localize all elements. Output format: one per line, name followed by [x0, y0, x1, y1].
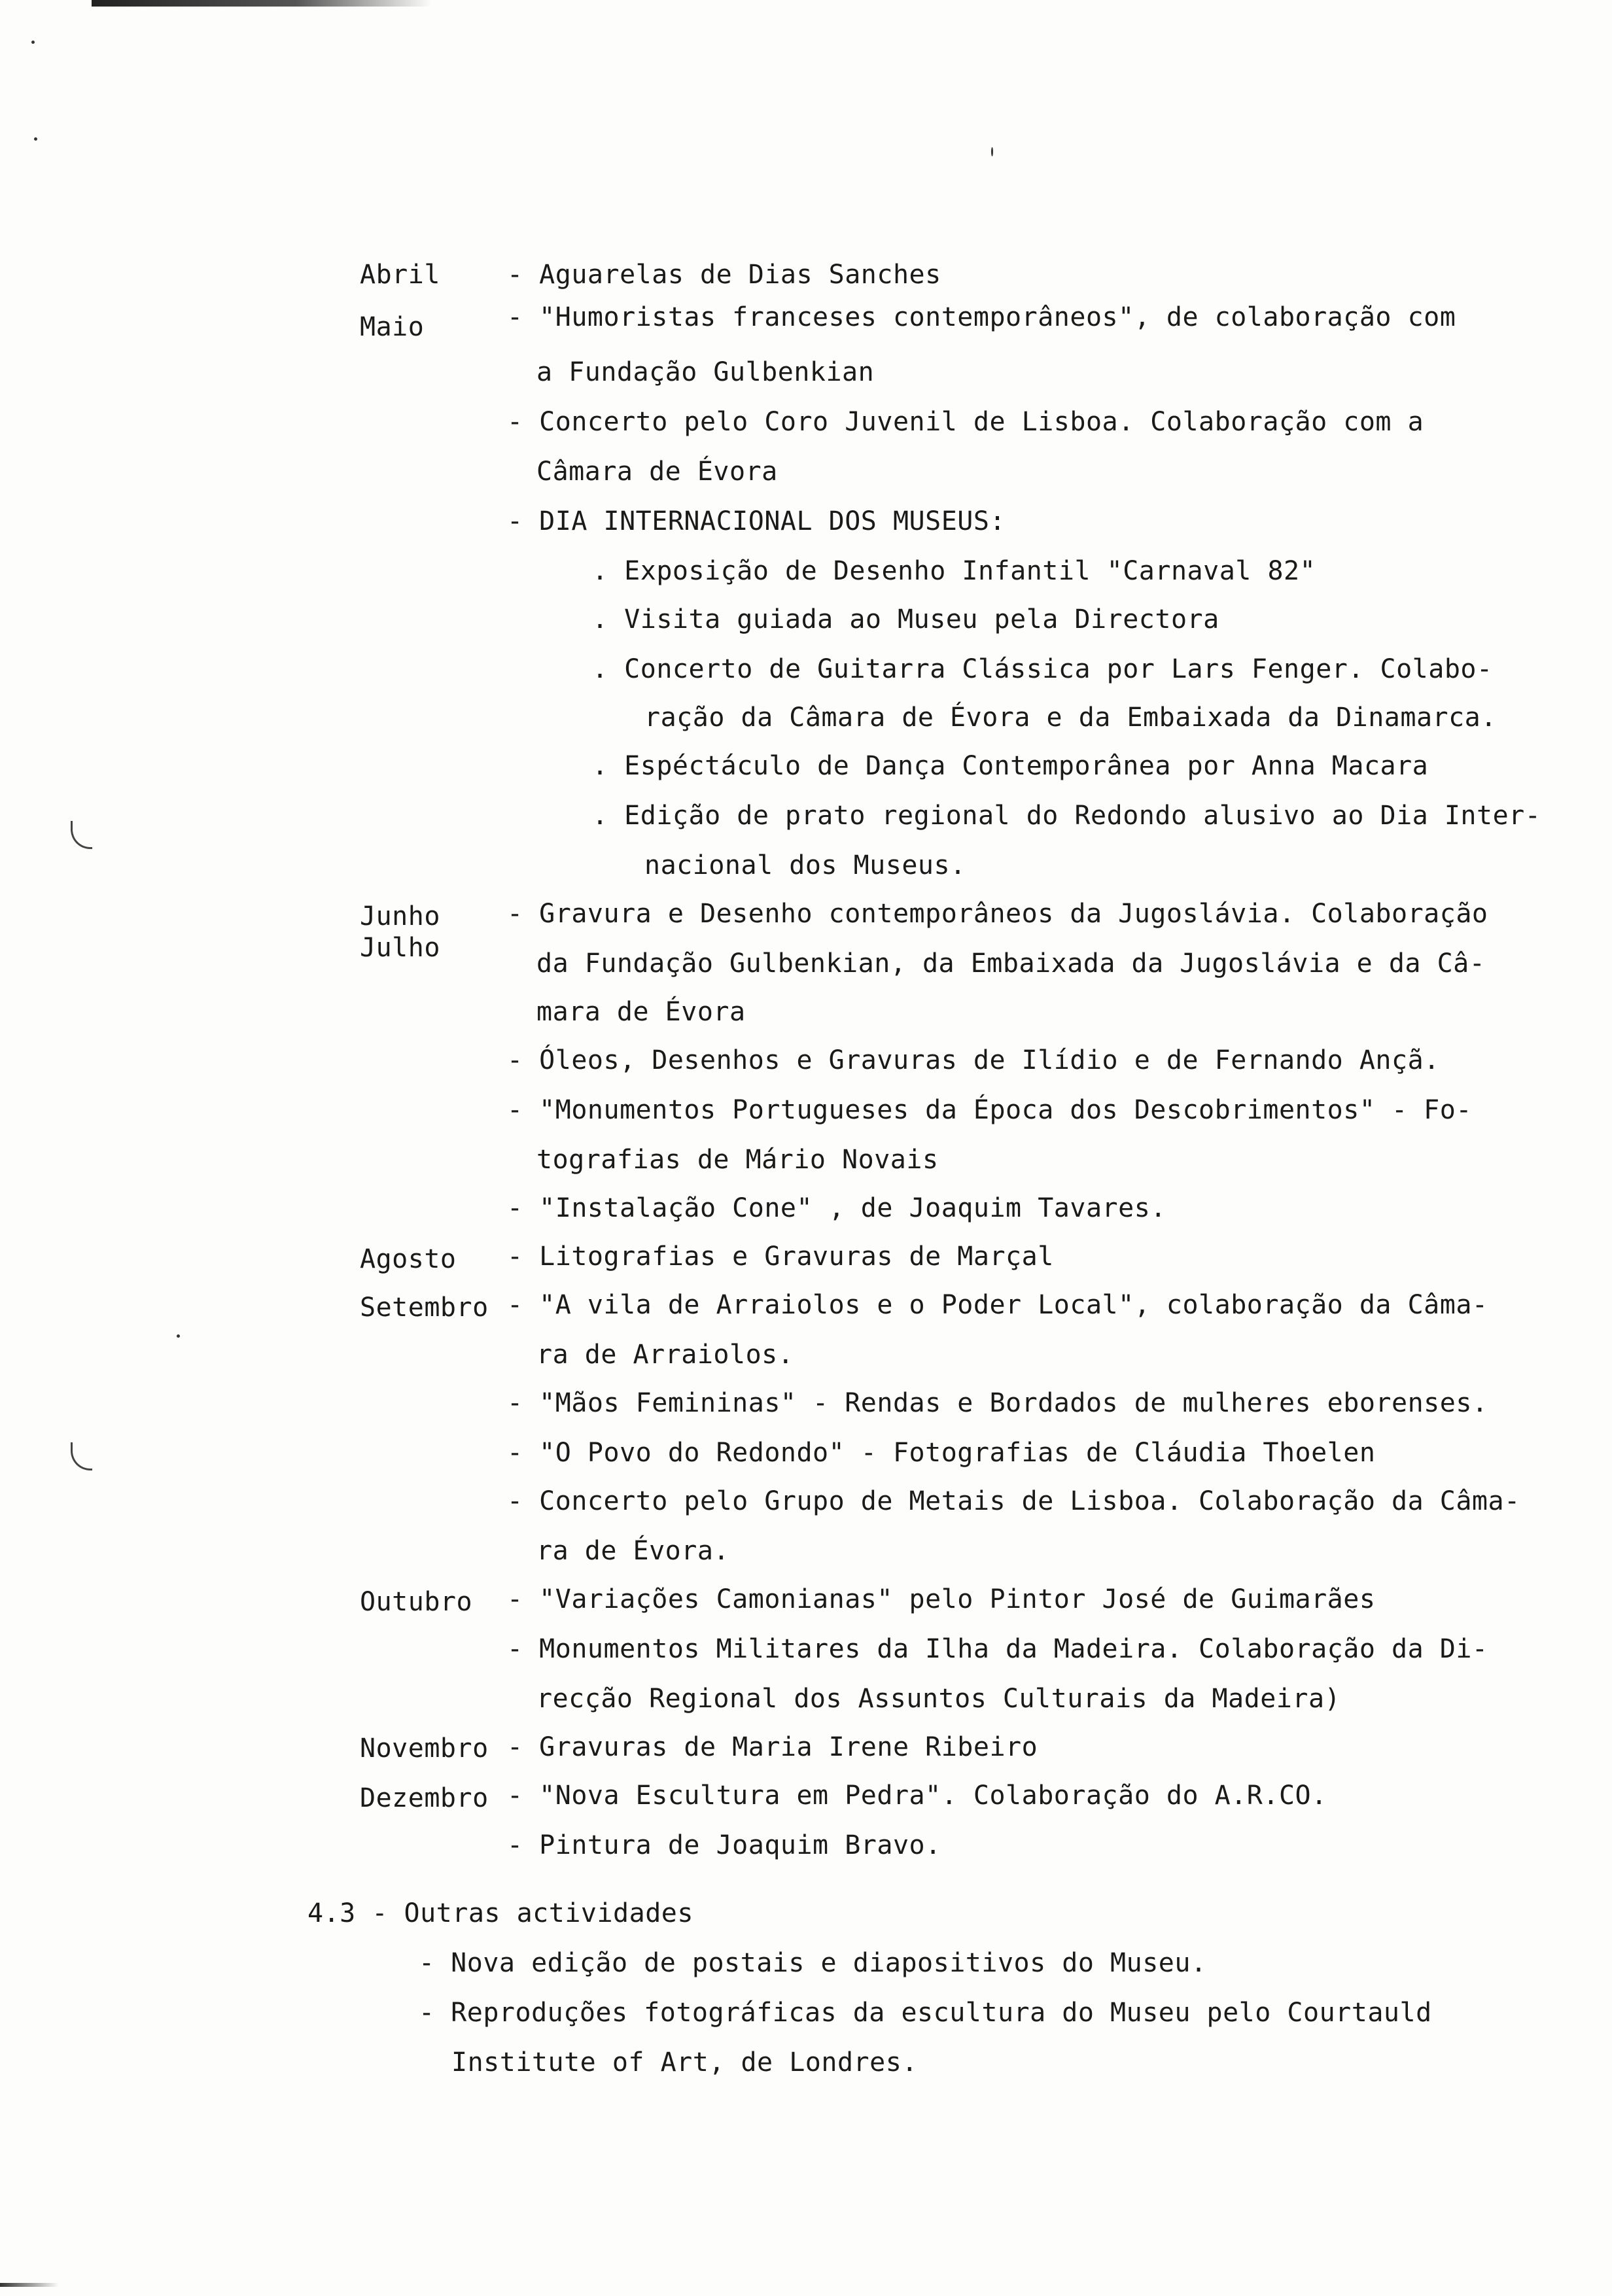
sub-list-item: . Visita guiada ao Museu pela Directora	[592, 604, 1219, 635]
list-item: - Aguarelas de Dias Sanches	[507, 260, 941, 290]
list-item-continuation: da Fundação Gulbenkian, da Embaixada da Jugoslávia e da Câ-	[536, 948, 1486, 979]
scan-edge-mark-bottom	[0, 2283, 59, 2287]
scan-speck	[991, 147, 993, 156]
list-item: - "Nova Escultura em Pedra". Colaboração do A.R.CO.	[507, 1781, 1327, 1811]
list-item: - "Variações Camonianas" pelo Pintor José de Guimarães	[507, 1584, 1376, 1614]
scan-edge-mark-top	[92, 0, 432, 7]
scan-speck	[34, 137, 37, 141]
list-item-continuation: tografias de Mário Novais	[536, 1145, 939, 1175]
list-item-continuation: ra de Arraiolos.	[536, 1340, 794, 1370]
list-item: - Concerto pelo Coro Juvenil de Lisboa. Colaboração com a	[507, 407, 1424, 437]
month-label-dezembro: Dezembro	[360, 1783, 489, 1813]
list-item: - Gravura e Desenho contemporâneos da Jugoslávia. Colaboração	[507, 899, 1488, 929]
month-label-setembro: Setembro	[360, 1293, 489, 1323]
list-item: - Óleos, Desenhos e Gravuras de Ilídio e de Fernando Ançã.	[507, 1045, 1440, 1075]
list-item: - Monumentos Militares da Ilha da Madeira. Colaboração da Di-	[507, 1634, 1488, 1664]
list-item: - "Mãos Femininas" - Rendas e Bordados de mulheres eborenses.	[507, 1388, 1488, 1418]
list-item: - Litografias e Gravuras de Marçal	[507, 1242, 1054, 1272]
list-item: - Nova edição de postais e diapositivos do Museu.	[419, 1948, 1207, 1978]
month-label-julho: Julho	[360, 933, 440, 963]
list-item: - "Monumentos Portugueses da Época dos Descobrimentos" - Fo-	[507, 1095, 1472, 1125]
list-item-continuation: Institute of Art, de Londres.	[451, 2047, 918, 2078]
sub-list-item: . Exposição de Desenho Infantil "Carnaval 82"	[592, 556, 1316, 586]
list-item: - Pintura de Joaquim Bravo.	[507, 1830, 941, 1860]
binding-hole-mark	[71, 1442, 92, 1470]
list-item: - "Instalação Cone" , de Joaquim Tavares.	[507, 1193, 1166, 1223]
list-item-continuation: ra de Évora.	[536, 1536, 729, 1566]
list-item: - "Humoristas franceses contemporâneos", de colaboração com	[507, 302, 1456, 332]
list-item: - "A vila de Arraiolos e o Poder Local", colaboração da Câma-	[507, 1290, 1488, 1320]
section-heading: 4.3 - Outras actividades	[307, 1898, 693, 1928]
list-item-continuation: a Fundação Gulbenkian	[536, 357, 875, 387]
list-item-continuation: Câmara de Évora	[536, 457, 778, 487]
month-label-junho: Junho	[360, 901, 440, 931]
month-label-agosto: Agosto	[360, 1244, 457, 1274]
list-item: - DIA INTERNACIONAL DOS MUSEUS:	[507, 506, 1006, 536]
sub-list-item: . Concerto de Guitarra Clássica por Lars Fenger. Colabo-	[592, 654, 1493, 684]
binding-hole-mark	[71, 821, 92, 849]
month-label-abril: Abril	[360, 260, 440, 290]
scan-speck	[31, 41, 35, 44]
list-item: - Reproduções fotográficas da escultura do Museu pelo Courtauld	[419, 1998, 1432, 2028]
list-item: - Gravuras de Maria Irene Ribeiro	[507, 1732, 1038, 1762]
list-item-continuation: mara de Évora	[536, 997, 746, 1027]
sub-list-item-continuation: nacional dos Museus.	[644, 850, 966, 880]
list-item: - Concerto pelo Grupo de Metais de Lisboa. Colaboração da Câma-	[507, 1486, 1520, 1516]
scan-speck	[177, 1334, 180, 1338]
month-label-outubro: Outubro	[360, 1587, 473, 1617]
sub-list-item-continuation: ração da Câmara de Évora e da Embaixada da Dinamarca.	[644, 703, 1497, 733]
list-item-continuation: recção Regional dos Assuntos Culturais da Madeira)	[536, 1684, 1341, 1714]
month-label-novembro: Novembro	[360, 1733, 489, 1764]
sub-list-item: . Espéctáculo de Dança Contemporânea por Anna Macara	[592, 751, 1429, 781]
month-label-maio: Maio	[360, 312, 425, 342]
sub-list-item: . Edição de prato regional do Redondo alusivo ao Dia Inter-	[592, 801, 1541, 831]
list-item: - "O Povo do Redondo" - Fotografias de Cláudia Thoelen	[507, 1438, 1376, 1468]
